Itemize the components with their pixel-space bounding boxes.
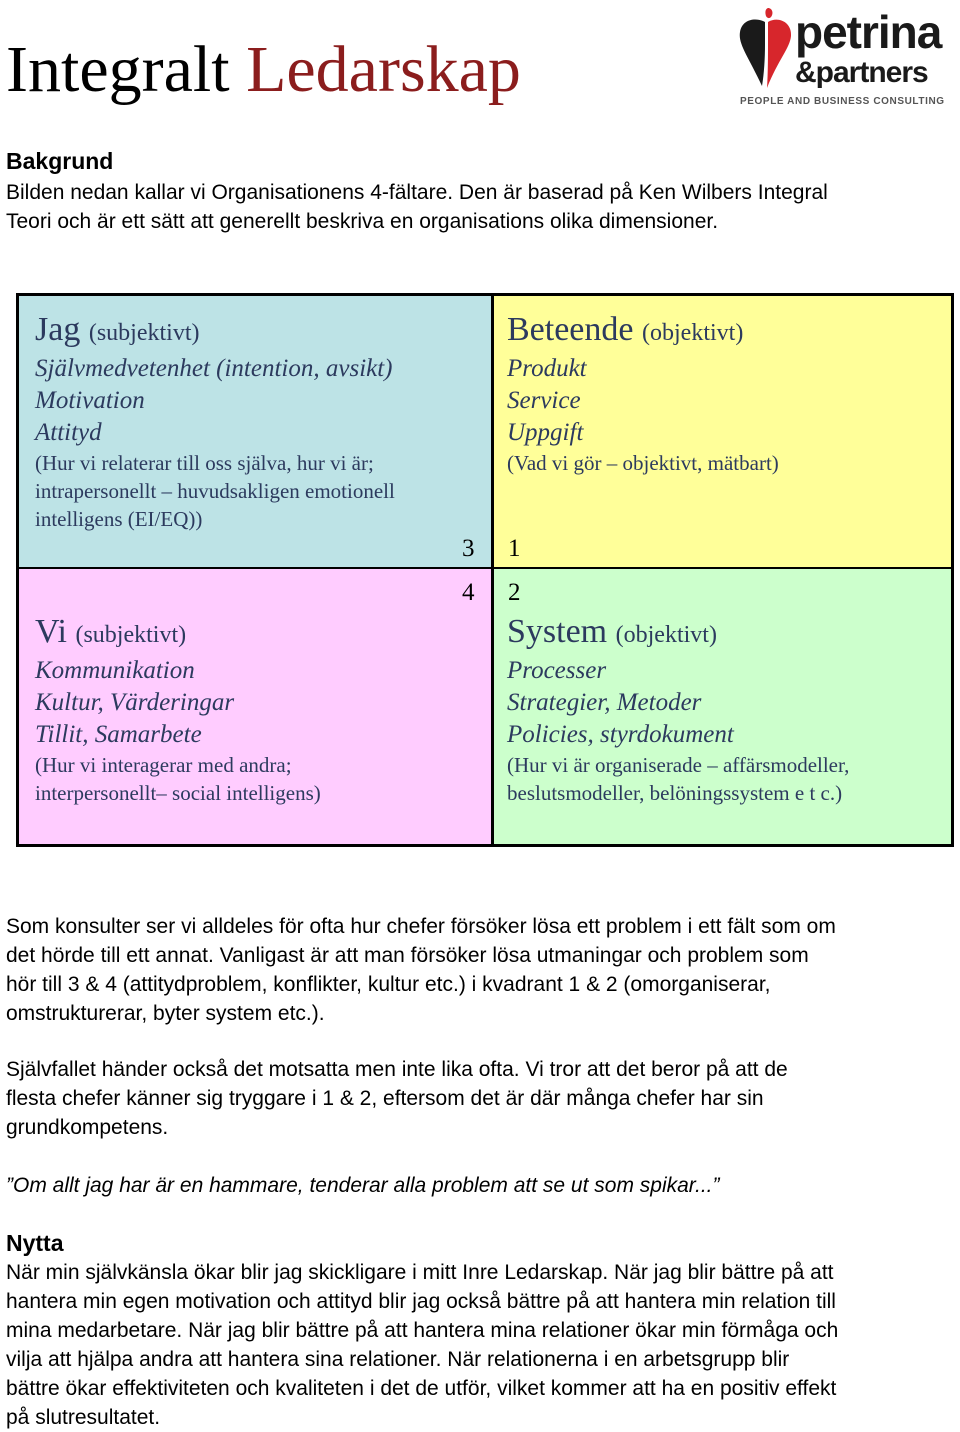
- quadrant-qualifier: (objektivt): [642, 320, 744, 346]
- quadrant-item: Kommunikation: [35, 657, 195, 684]
- quadrant-note-line: intrapersonellt – huvudsakligen emotionell: [35, 479, 395, 503]
- four-quadrant-diagram: [16, 293, 954, 847]
- quote: ”Om allt jag har är en hammare, tenderar alla problem att se ut som spikar...”: [6, 1174, 720, 1197]
- quadrant-qualifier: (objektivt): [615, 622, 717, 648]
- quadrant-item: Kultur, Värderingar: [35, 689, 235, 716]
- quadrant-vi: [19, 568, 492, 844]
- logo-partners: &partners: [795, 56, 928, 89]
- quadrant-note-line: (Vad vi gör – objektivt, mätbart): [507, 451, 779, 475]
- quadrant-note-line: interpersonellt– social intelligens): [35, 781, 321, 805]
- nytta-line: När min självkänsla ökar blir jag skickligare i mitt Inre Ledarskap. När jag blir bättre på att: [6, 1261, 834, 1284]
- paragraph-2: [6, 1055, 956, 1142]
- logo-tagline: PEOPLE AND BUSINESS CONSULTING: [740, 96, 945, 107]
- quadrant-number: 4: [462, 579, 475, 606]
- paragraph-line: flesta chefer känner sig tryggare i 1 & 2, eftersom det är där många chefer har sin: [6, 1087, 764, 1110]
- nytta-line: bättre ökar effektiviteten och kvaliteten i det de utför, vilket kommer att ha en positiv effekt: [6, 1377, 837, 1400]
- vertical-divider: [491, 296, 494, 844]
- bakgrund-line: Teori och är ett sätt att generellt beskriva en organisations olika dimensioner.: [6, 210, 719, 233]
- quadrant-note-line: (Hur vi är organiserade – affärsmodeller,: [507, 753, 850, 777]
- quadrant-note-line: intelligens (EI/EQ)): [35, 507, 203, 531]
- quadrant-number: 3: [462, 535, 475, 562]
- quadrant-jag: [19, 296, 492, 568]
- quadrant-item: Produkt: [507, 355, 587, 382]
- quadrant-item: Uppgift: [507, 419, 584, 446]
- nytta-line: hantera min egen motivation och attityd blir jag också bättre på att hantera min relation till: [6, 1290, 836, 1313]
- bakgrund-heading: Bakgrund: [6, 148, 114, 174]
- quadrant-item: Motivation: [35, 387, 145, 414]
- quadrant-item: Processer: [507, 657, 607, 684]
- quadrant-title-text: Beteende: [507, 311, 634, 348]
- paragraph-line: hör till 3 & 4 (attitydproblem, konflikter, kultur etc.) i kvadrant 1 & 2 (omorganiserar,: [6, 973, 771, 996]
- quadrant-title: [507, 612, 947, 655]
- quadrant-title: [507, 310, 947, 353]
- quadrant-item: Attityd: [35, 419, 102, 446]
- paragraph-line: Självfallet händer också det motsatta men inte lika ofta. Vi tror att det beror på att de: [6, 1058, 788, 1081]
- quadrant-title: [35, 310, 475, 353]
- nytta-line: på slutresultatet.: [6, 1406, 161, 1429]
- quadrant-title-text: System: [507, 613, 608, 650]
- quadrant-item: Tillit, Samarbete: [35, 721, 202, 748]
- quadrant-title-text: Jag: [35, 311, 81, 348]
- quadrant-item: Service: [507, 387, 581, 414]
- bakgrund-text: [6, 178, 956, 236]
- quadrant-qualifier: (subjektivt): [75, 622, 187, 648]
- quadrant-title-text: Vi: [35, 613, 67, 650]
- horizontal-divider: [19, 567, 951, 569]
- paragraph-1: [6, 912, 956, 1028]
- nytta-heading: Nytta: [6, 1230, 64, 1256]
- nytta-line: vilja att hjälpa andra att hantera sina relationer. När relationerna i en arbetsgrupp blir: [6, 1348, 790, 1371]
- logo-mark-icon: [738, 4, 794, 90]
- quadrant-number: 2: [508, 579, 521, 606]
- quadrant-item: Policies, styrdokument: [507, 721, 734, 748]
- paragraph-line: omstrukturerar, byter system etc.).: [6, 1002, 325, 1025]
- page-title: [6, 30, 521, 110]
- quadrant-beteende: [492, 296, 951, 568]
- quadrant-note-line: (Hur vi relaterar till oss själva, hur vi är;: [35, 451, 374, 475]
- quadrant-note-line: (Hur vi interagerar med andra;: [35, 753, 292, 777]
- quadrant-qualifier: (subjektivt): [88, 320, 200, 346]
- title-part-1: Integralt: [6, 33, 230, 106]
- nytta-line: mina medarbetare. När jag blir bättre på att hantera mina relationer ökar min förmåga och: [6, 1319, 839, 1342]
- quadrant-number: 1: [508, 535, 521, 562]
- quadrant-item: Strategier, Metoder: [507, 689, 702, 716]
- logo-name: petrina: [795, 6, 942, 58]
- paragraph-line: grundkompetens.: [6, 1116, 169, 1139]
- quadrant-item: Självmedvetenhet (intention, avsikt): [35, 355, 393, 382]
- paragraph-line: det hörde till ett annat. Vanligast är att man försöker lösa utmaningar och problem som: [6, 944, 809, 967]
- title-part-2: Ledarskap: [246, 33, 521, 106]
- bakgrund-line: Bilden nedan kallar vi Organisationens 4-fältare. Den är baserad på Ken Wilbers Integral: [6, 181, 828, 204]
- paragraph-line: Som konsulter ser vi alldeles för ofta hur chefer försöker lösa ett problem i ett fält som om: [6, 915, 836, 938]
- nytta-text: [6, 1258, 956, 1432]
- company-logo: [738, 4, 960, 108]
- quadrant-title: [35, 612, 475, 655]
- quadrant-note-line: beslutsmodeller, belöningssystem e t c.): [507, 781, 843, 805]
- quadrant-system: [492, 568, 951, 844]
